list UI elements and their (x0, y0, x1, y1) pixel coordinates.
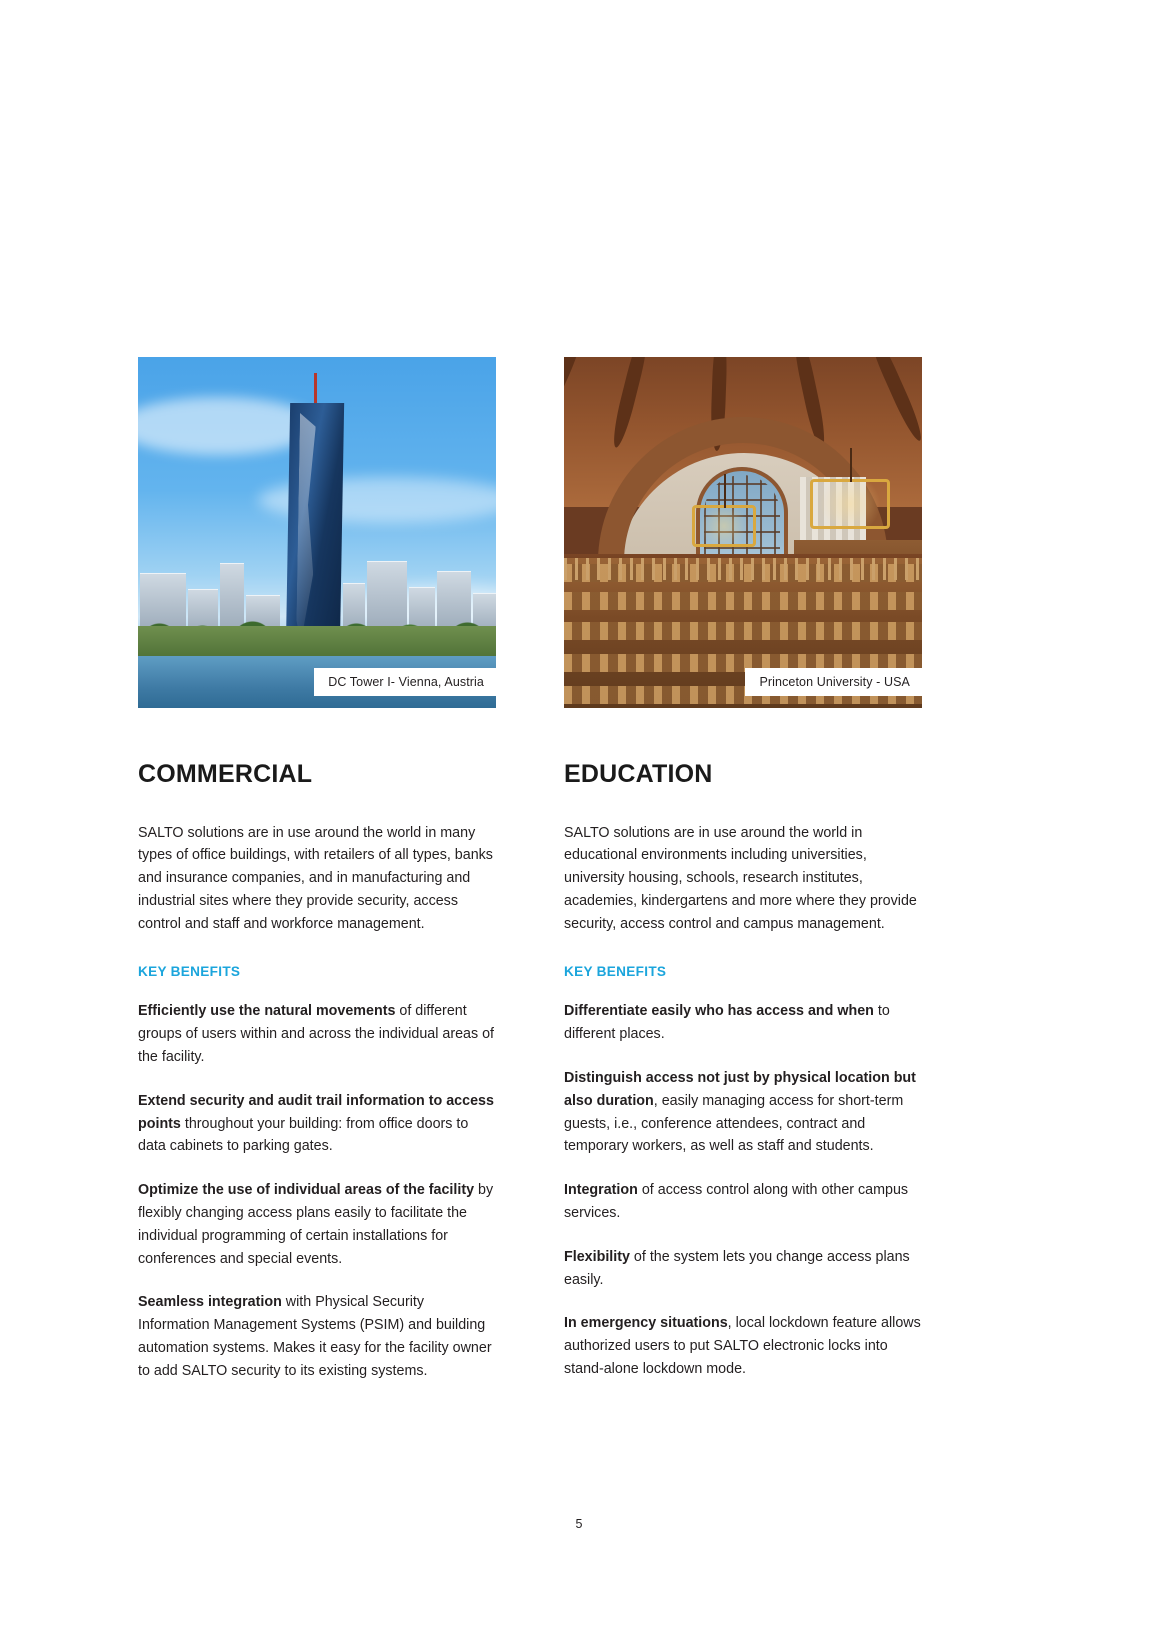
key-benefits-heading: KEY BENEFITS (564, 964, 667, 980)
river-bank (138, 626, 496, 660)
benefit-lead: Optimize the use of individual areas of the facility (138, 1182, 475, 1199)
benefit-item (564, 1067, 922, 1158)
chandelier-icon (692, 505, 756, 547)
benefit-item (564, 1000, 922, 1046)
key-benefits-heading: KEY BENEFITS (138, 964, 241, 980)
benefit-rest: throughout your building: from office doors to data cabinets to parking gates. (138, 1115, 469, 1155)
column-education (564, 357, 922, 1383)
benefit-item (138, 1179, 496, 1270)
princeton-university-photo (564, 357, 922, 708)
benefit-item (564, 1179, 922, 1225)
page-number: 5 (575, 1517, 583, 1531)
benefit-item (138, 1291, 496, 1382)
benefit-lead: Extend security and audit trail information to access points (138, 1092, 494, 1132)
photo-caption: Princeton University - USA (745, 668, 922, 697)
benefit-item (564, 1246, 922, 1292)
benefit-lead: Differentiate easily who has access and when (564, 1003, 874, 1020)
benefit-rest: of access control along with other campus services. (564, 1182, 909, 1222)
section-intro-education: SALTO solutions are in use around the world in educational environments including universities, university housing, schools, research institutes, academies, kindergartens and more where they provide security, access control and campus management. (564, 824, 917, 932)
balcony-railing (564, 558, 922, 580)
benefit-item (564, 1312, 922, 1380)
photo-caption: DC Tower I- Vienna, Austria (314, 668, 496, 697)
benefit-rest: , easily managing access for short-term guests, i.e., conference attendees, contract and temporary workers, as well as staff and students. (564, 1092, 904, 1155)
benefit-lead: Distinguish access not just by physical location but also duration (564, 1070, 916, 1109)
section-intro-commercial: SALTO solutions are in use around the world in many types of office buildings, with retailers of all types, banks and insurance companies, and in manufacturing and industrial sites where they provide security, access control and staff and workforce management. (138, 824, 493, 932)
content-columns (138, 357, 922, 1383)
section-title-commercial: COMMERCIAL (138, 760, 313, 788)
tower-mast (314, 373, 317, 405)
benefit-item (138, 1000, 496, 1068)
benefit-rest: to different places. (564, 1003, 890, 1043)
benefit-lead: Efficiently use the natural movements (138, 1003, 396, 1020)
benefit-lead: Seamless integration (138, 1294, 282, 1311)
benefit-lead: In emergency situations (564, 1315, 728, 1332)
benefit-rest: , local lockdown feature allows authorized users to put SALTO electronic locks into stand-alone lockdown mode. (564, 1315, 921, 1378)
dc-tower-photo (138, 357, 496, 708)
benefit-lead: Integration (564, 1182, 638, 1199)
benefit-rest: of different groups of users within and across the individual areas of the facility. (138, 1003, 495, 1066)
benefit-rest: by flexibly changing access plans easily to facilitate the individual programming of certain installations for conferences and special events. (138, 1182, 494, 1267)
section-title-education: EDUCATION (564, 760, 713, 788)
chandelier-icon (810, 479, 890, 529)
column-commercial (138, 357, 496, 1383)
benefit-item (138, 1090, 496, 1158)
benefit-rest: of the system lets you change access plans easily. (564, 1248, 910, 1288)
benefit-lead: Flexibility (564, 1248, 630, 1265)
benefit-rest: with Physical Security Information Management Systems (PSIM) and building automation systems. Makes it easy for the facility owner to add SALTO security to its existing systems. (138, 1294, 492, 1379)
